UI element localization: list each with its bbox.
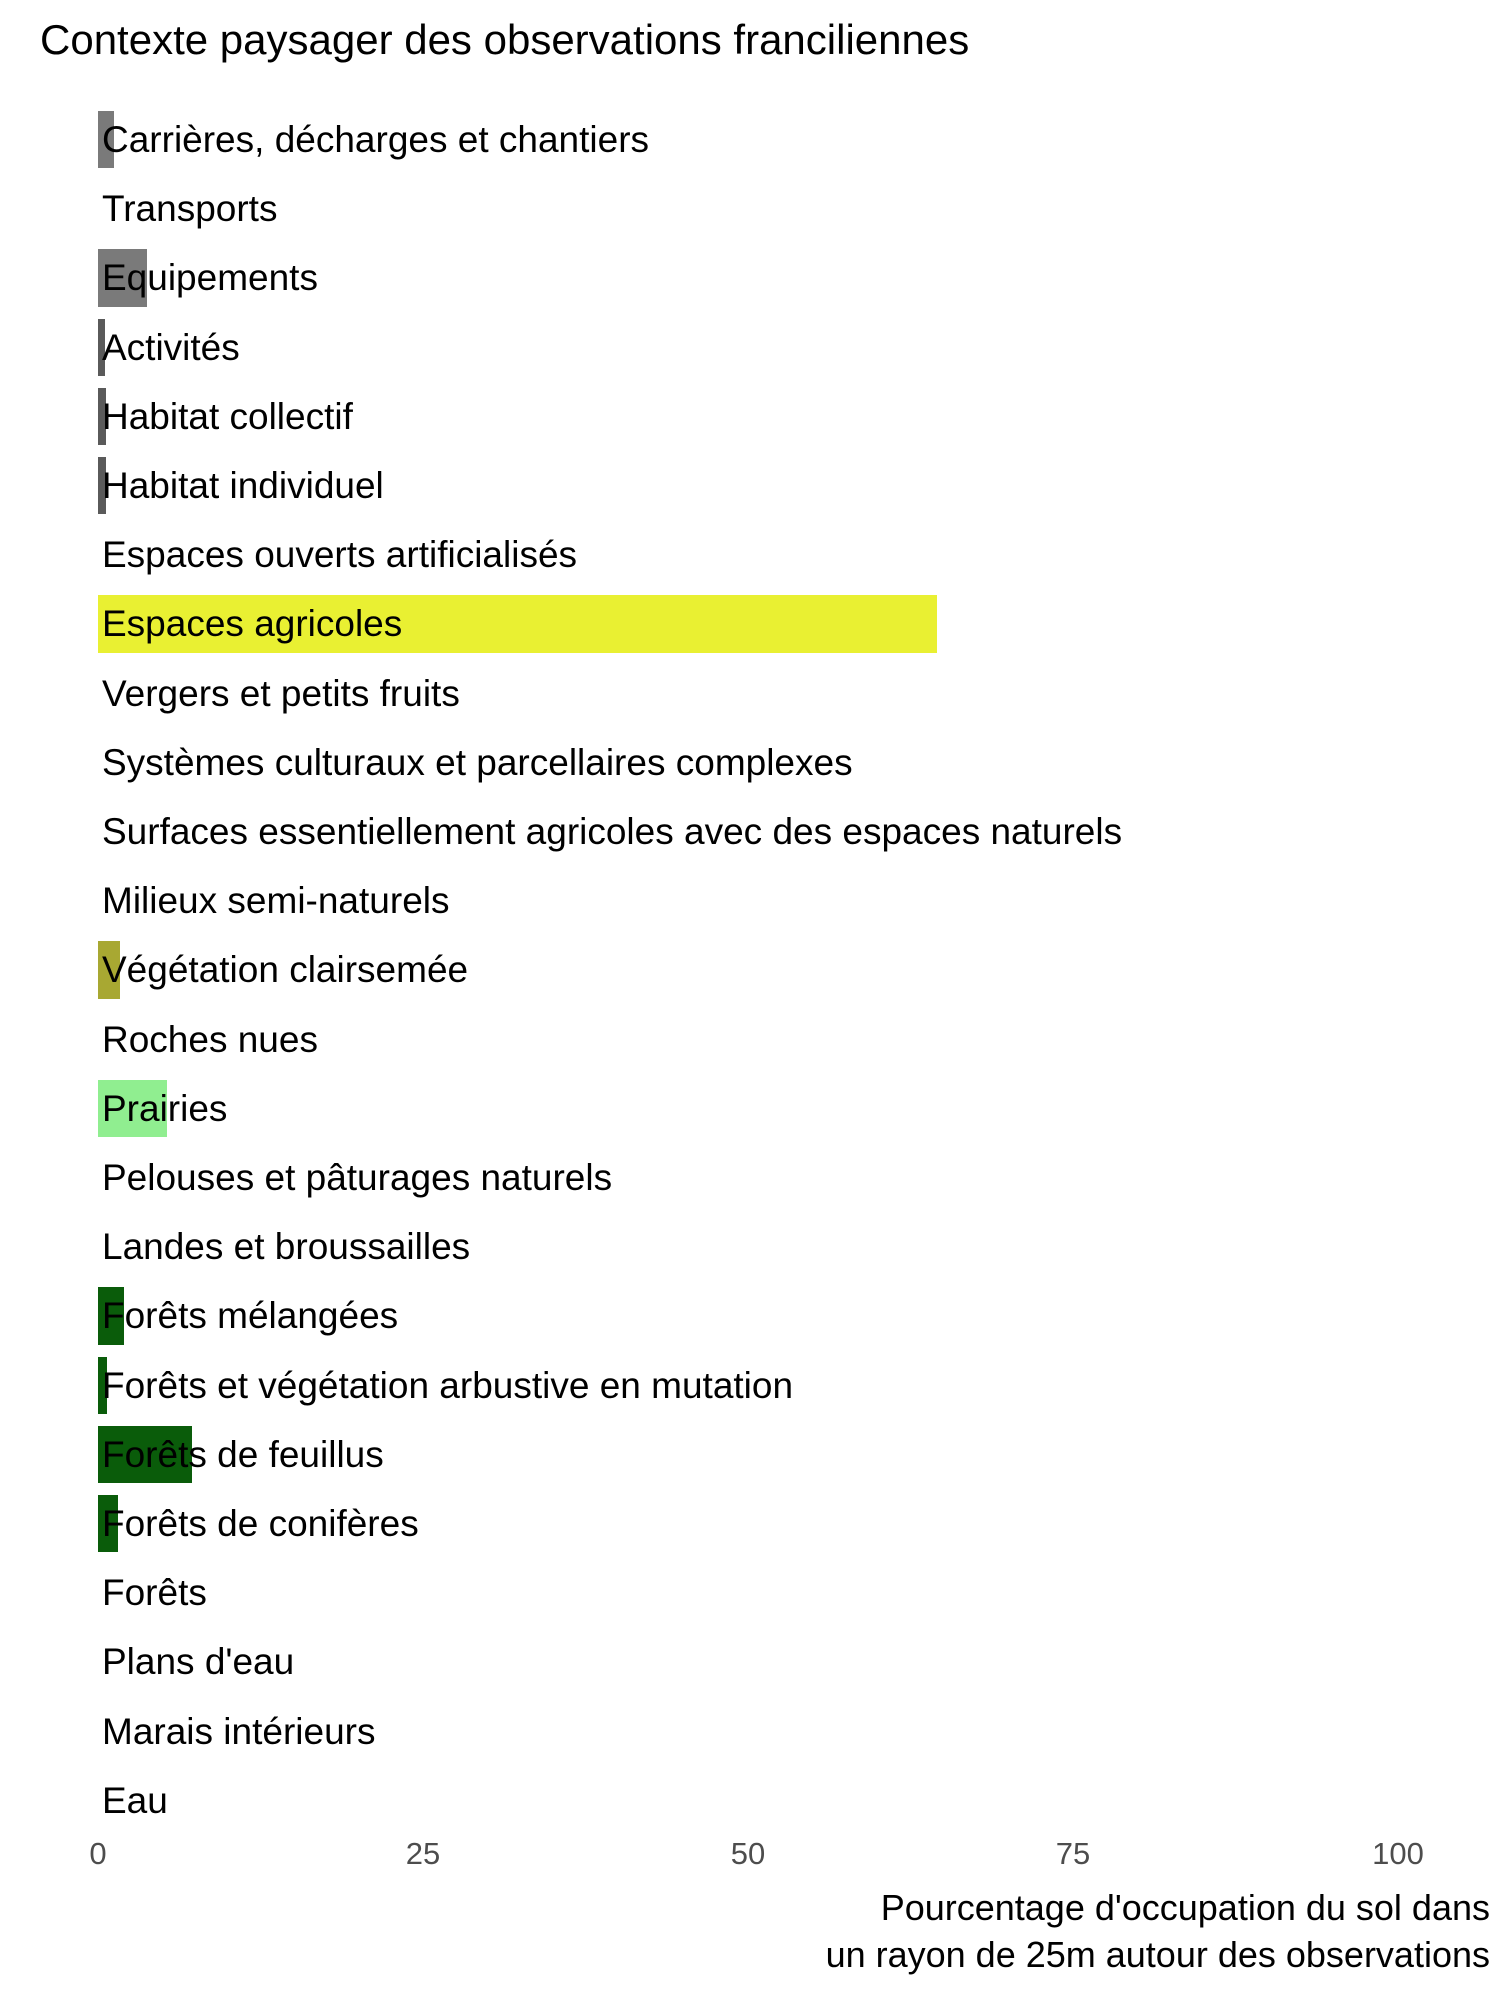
x-axis-tick-label: 50 [730, 1836, 766, 1871]
bar-category-label: Eau [102, 1779, 168, 1821]
bar-row [98, 1005, 1450, 1074]
bar-category-label: Pelouses et pâturages naturels [102, 1157, 613, 1198]
bar-row [98, 1558, 1450, 1627]
bar-row [98, 1281, 1450, 1350]
bar-category-label: Surfaces essentiellement agricoles avec des espaces naturels [102, 811, 1123, 852]
bar-row [98, 243, 1450, 312]
bar-row [98, 313, 1450, 382]
bar-row [98, 1697, 1450, 1766]
x-axis-tick-label: 25 [405, 1836, 441, 1871]
bar-category-label: Landes et broussailles [102, 1226, 471, 1268]
bar-row [98, 1766, 1450, 1835]
bar-category-label: Forêts et végétation arbustive en mutation [102, 1364, 794, 1406]
x-axis-tick-label: 0 [89, 1836, 107, 1871]
bar-row [98, 797, 1450, 866]
bar-category-label: Habitat collectif [102, 395, 353, 437]
bar-category-label: Espaces agricoles [102, 603, 403, 645]
bar-row [98, 728, 1450, 797]
bar-category-label: Marais intérieurs [102, 1710, 376, 1752]
bar-row [98, 1627, 1450, 1696]
bar-category-label: Milieux semi-naturels [102, 880, 450, 922]
bar-row [98, 105, 1450, 174]
bar-category-label: Systèmes culturaux et parcellaires complexes [102, 741, 853, 783]
x-axis [89, 1836, 1450, 1876]
bar-category-label: Végétation clairsemée [102, 949, 469, 991]
x-axis-label [90, 1884, 1490, 1978]
bar-category-label: Forêts mélangées [102, 1295, 399, 1337]
bar-row [98, 1212, 1450, 1281]
bar-category-label: Espaces ouverts artificialisés [102, 534, 578, 576]
bar-row [98, 1420, 1450, 1489]
bar-category-label: Plans d'eau [102, 1641, 295, 1683]
bar-row [98, 382, 1450, 451]
bar-row [98, 589, 1450, 658]
bar-category-label: Habitat individuel [102, 465, 384, 506]
bar-category-label: Forêts [102, 1572, 207, 1614]
bar-category-label: Activités [102, 326, 240, 368]
bar-category-label: Prairies [102, 1087, 228, 1129]
bar-row [98, 1074, 1450, 1143]
bar-category-label: Forêts de feuillus [102, 1433, 384, 1475]
bar-category-label: Equipements [102, 257, 318, 299]
bar-category-label: Roches nues [102, 1018, 318, 1060]
x-axis-label-line2: un rayon de 25m autour des observations [825, 1934, 1490, 1975]
bar-row [98, 174, 1450, 243]
bar-row [98, 866, 1450, 935]
bar-row [98, 1143, 1450, 1212]
bar-row [98, 659, 1450, 728]
bar-row [98, 520, 1450, 589]
bar-row [98, 451, 1450, 520]
x-axis-tick-label: 100 [1372, 1836, 1424, 1871]
bar-category-label: Transports [102, 188, 278, 230]
bar-row [98, 935, 1450, 1004]
chart-title: Contexte paysager des observations franciliennes [40, 16, 970, 63]
x-axis-label-line1: Pourcentage d'occupation du sol dans [880, 1887, 1490, 1928]
bar-category-label: Forêts de conifères [102, 1503, 419, 1544]
bar-category-label: Carrières, décharges et chantiers [102, 119, 650, 160]
bar-row [98, 1351, 1450, 1420]
plot-area [98, 105, 1450, 1835]
bar-category-label: Vergers et petits fruits [102, 672, 460, 714]
x-axis-tick-label: 75 [1055, 1836, 1091, 1871]
bar-row [98, 1489, 1450, 1558]
